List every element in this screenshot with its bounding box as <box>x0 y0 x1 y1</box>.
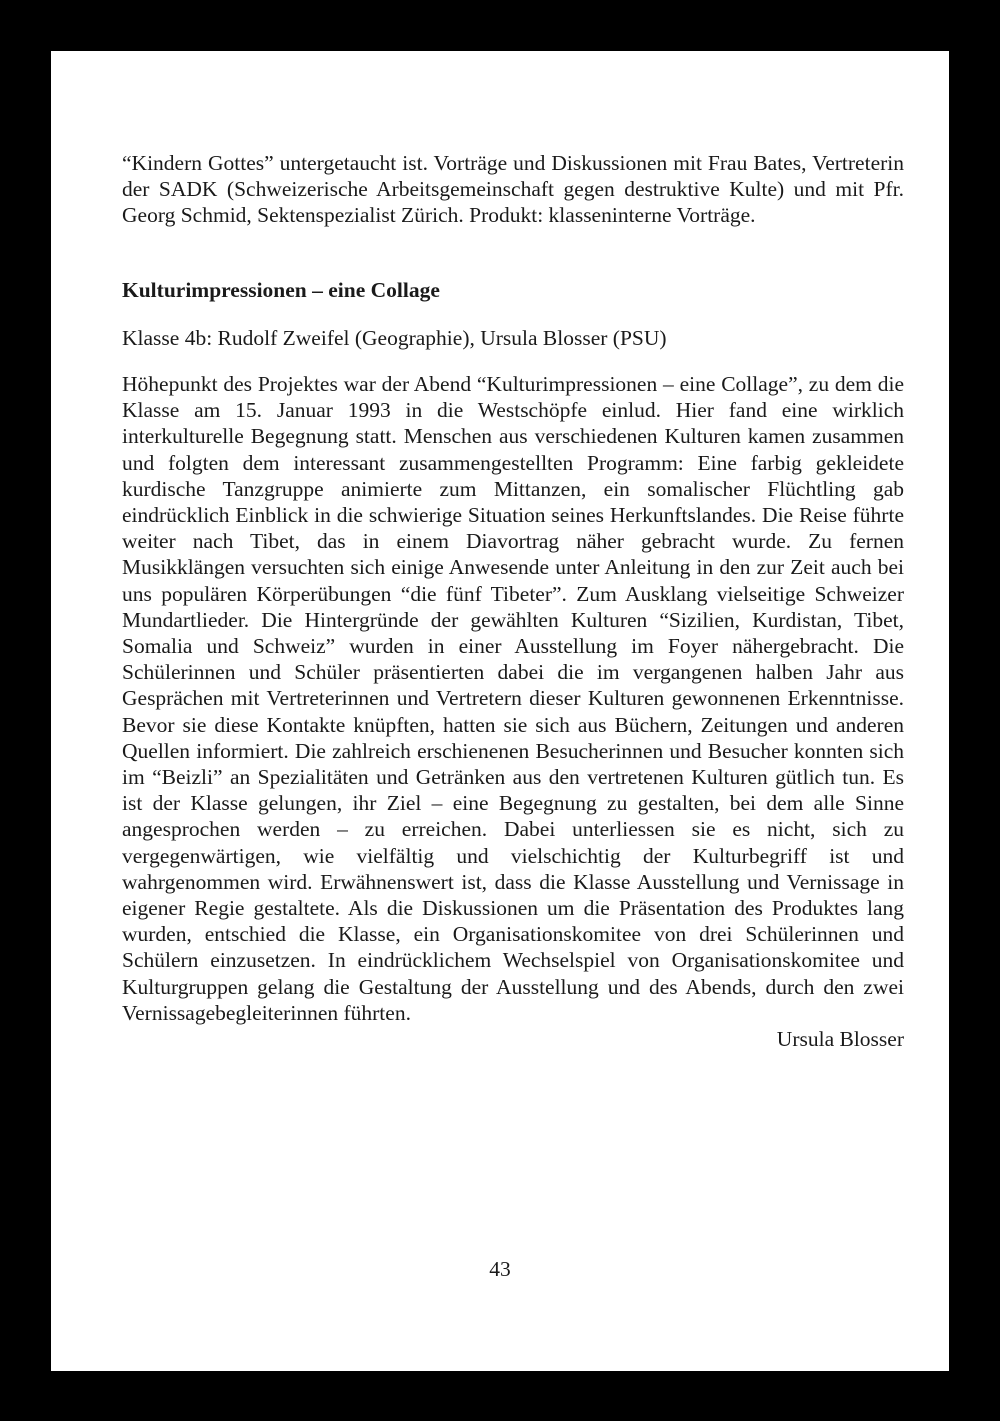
section-heading: Kulturimpressionen – eine Collage <box>122 277 440 302</box>
class-line: Klasse 4b: Rudolf Zweifel (Geographie), Ursula Blosser (PSU) <box>122 325 667 350</box>
page-number: 43 <box>489 1257 511 1281</box>
intro-paragraph: “Kindern Gottes” untergetaucht ist. Vorträge und Diskussionen mit Frau Bates, Vertreterin der SADK (Schweizerische Arbeitsgemeinschaft gegen destruktive Kulte) und mit Pfr. Georg Schmid, Sektenspezialist Zürich. Produkt: klasseninterne Vorträge. <box>122 151 904 228</box>
body-paragraph: Höhepunkt des Projektes war der Abend “Kulturimpressionen – eine Collage”, zu dem die Klasse am 15. Januar 1993 in die Westschöpfe einlud. Hier fand eine wirklich interkulturelle Begegnung statt. Menschen aus verschiedenen Kulturen kamen zusammen und folgten dem interessant zusammengestellten Programm: Eine farbig gekleidete kurdische Tanzgruppe animierte zum Mittanzen, ein somalischer Flüchtling gab eindrücklich Einblick in die schwierige Situation seines Herkunftslandes. Die Reise führte weiter nach Tibet, das in einem Diavortrag näher gebracht wurde. Zu fernen Musikklängen versuchten sich einige Anwesende unter Anleitung in den zur Zeit auch bei uns populären Körperübungen “die fünf Tibeter”. Zum Ausklang vielseitige Schweizer Mundartlieder. Die Hintergründe der gewählten Kulturen “Sizilien, Kurdistan, Tibet, Somalia und Schweiz” wurden in einer Ausstellung im Foyer nähergebracht. Die Schülerinnen und Schüler präsentierten dabei die im vergangenen halben Jahr aus Gesprächen mit Vertreterinnen und Vertretern dieser Kulturen gewonnenen Erkenntnisse. Bevor sie diese Kontakte knüpften, hatten sie sich aus Büchern, Zeitungen und anderen Quellen informiert. Die zahlreich erschienenen Besucherinnen und Besucher konnten sich im “Beizli” an Spezialitäten und Getränken aus den vertretenen Kulturen gütlich tun. Es ist der Klasse gelungen, ihr Ziel – eine Begegnung zu gestalten, bei dem alle Sinne angesprochen werden – zu erreichen. Dabei unterliessen sie es nicht, sich zu vergegenwärtigen, wie vielfältig und vielschichtig der Kulturbegriff ist und wahrgenommen wird. Erwähnenswert ist, dass die Klasse Ausstellung und Vernissage in eigener Regie gestaltete. Als die Diskussionen um die Präsentation des Produktes lang wurden, entschied die Klasse, ein Organisationskomitee von drei Schülerinnen und Schülern einzusetzen. In eindrücklichem Wechselspiel von Organisationskomitee und Kulturgruppen gelang die Gestaltung der Ausstellung und des Abends, durch den zwei Vernissagebegleiterinnen führten. <box>122 372 904 1025</box>
author-signature: Ursula Blosser <box>776 1027 904 1052</box>
page-content <box>122 150 904 1052</box>
document-page <box>51 51 949 1371</box>
